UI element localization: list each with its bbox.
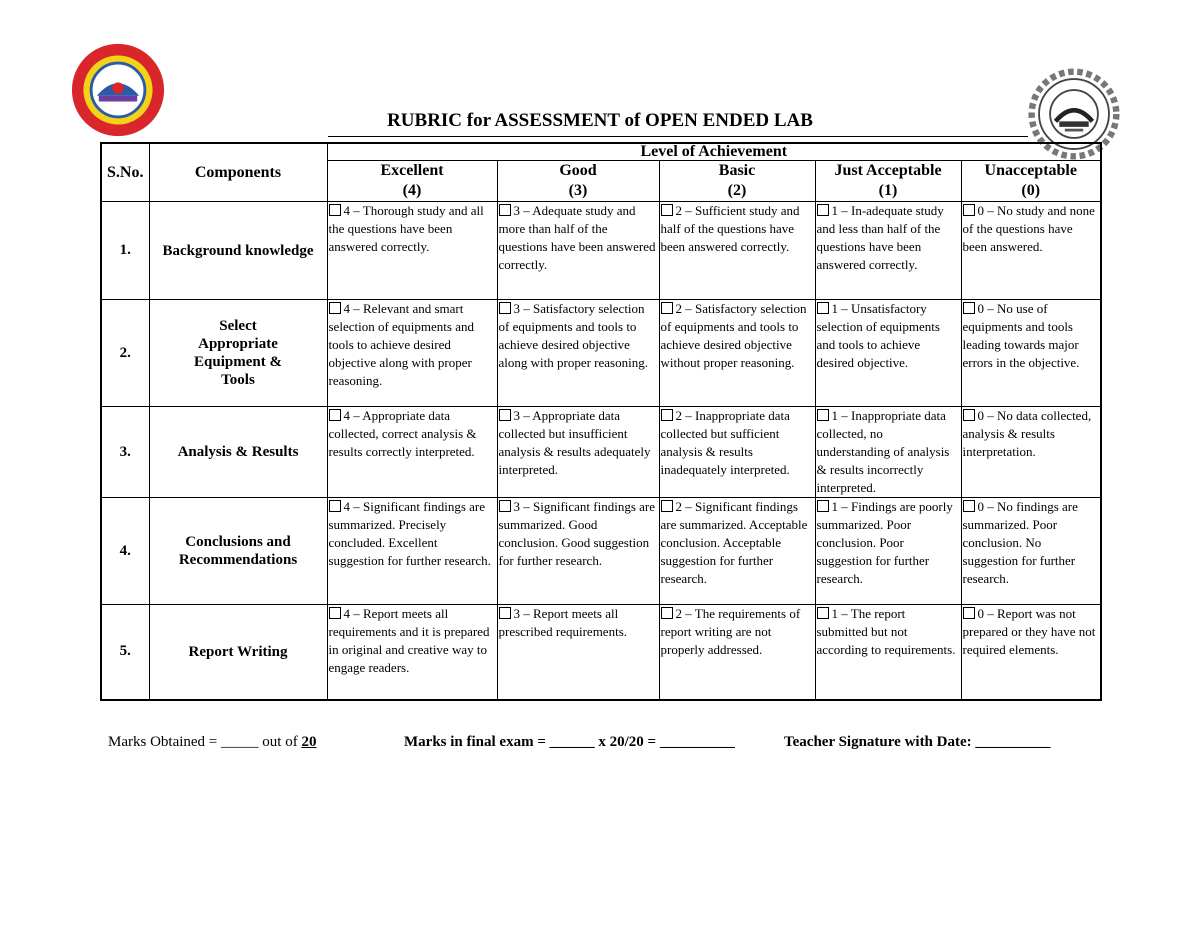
row-sno: 1. (101, 202, 149, 300)
checkbox-icon[interactable] (499, 302, 511, 314)
header-level-of-achievement: Level of Achievement (327, 143, 1101, 161)
teacher-signature: Teacher Signature with Date: __________ (784, 734, 1051, 750)
checkbox-icon[interactable] (817, 409, 829, 421)
checkbox-icon[interactable] (329, 204, 341, 216)
row-sno: 4. (101, 498, 149, 605)
rubric-cell: 0 – No findings are summarized. Poor conclusion. No suggestion for further research. (961, 498, 1101, 605)
checkbox-icon[interactable] (817, 500, 829, 512)
row-sno: 5. (101, 605, 149, 700)
checkbox-icon[interactable] (329, 607, 341, 619)
rubric-cell: 3 – Adequate study and more than half of the questions have been answered correctly. (497, 202, 659, 300)
rubric-cell: 2 – Significant findings are summarized. Acceptable conclusion. Acceptable suggestion for further research. (659, 498, 815, 605)
marks-obtained: Marks Obtained = _____ out of 20 (108, 734, 317, 750)
checkbox-icon[interactable] (963, 302, 975, 314)
final-exam-marks: Marks in final exam = ______ x 20/20 = __________ (404, 734, 735, 750)
checkbox-icon[interactable] (499, 204, 511, 216)
row-component: Select Appropriate Equipment & Tools (149, 300, 327, 407)
checkbox-icon[interactable] (963, 500, 975, 512)
row-component: Conclusions and Recommendations (149, 498, 327, 605)
checkbox-icon[interactable] (661, 204, 673, 216)
title-underline (328, 136, 1028, 137)
table-row (101, 498, 1101, 605)
rubric-cell: 4 – Appropriate data collected, correct analysis & results correctly interpreted. (327, 407, 497, 498)
rubric-cell: 3 – Satisfactory selection of equipments and tools to achieve desired objective along with proper reasoning. (497, 300, 659, 407)
rubric-cell: 2 – Inappropriate data collected but sufficient analysis & results inadequately interpreted. (659, 407, 815, 498)
checkbox-icon[interactable] (963, 204, 975, 216)
table-row (101, 202, 1101, 300)
checkbox-icon[interactable] (963, 409, 975, 421)
row-component: Background knowledge (149, 202, 327, 300)
rubric-cell: 2 – Sufficient study and half of the questions have been answered correctly. (659, 202, 815, 300)
rubric-cell: 0 – No data collected, analysis & results interpretation. (961, 407, 1101, 498)
checkbox-icon[interactable] (661, 302, 673, 314)
checkbox-icon[interactable] (661, 500, 673, 512)
rubric-cell: 3 – Report meets all prescribed requirements. (497, 605, 659, 700)
header-level-just-acceptable: Just Acceptable (1) (815, 161, 961, 202)
checkbox-icon[interactable] (963, 607, 975, 619)
row-component: Analysis & Results (149, 407, 327, 498)
rubric-cell: 4 – Thorough study and all the questions have been answered correctly. (327, 202, 497, 300)
page-title: RUBRIC for ASSESSMENT of OPEN ENDED LAB (387, 110, 813, 131)
rubric-cell: 2 – Satisfactory selection of equipments and tools to achieve desired objective without proper reasoning. (659, 300, 815, 407)
checkbox-icon[interactable] (661, 409, 673, 421)
department-logo (70, 42, 166, 138)
rubric-cell: 1 – Findings are poorly summarized. Poor conclusion. Poor suggestion for further research. (815, 498, 961, 605)
rubric-cell: 0 – No study and none of the questions have been answered. (961, 202, 1101, 300)
rubric-cell: 1 – Unsatisfactory selection of equipments and tools to achieve desired objective. (815, 300, 961, 407)
checkbox-icon[interactable] (817, 302, 829, 314)
row-sno: 3. (101, 407, 149, 498)
checkbox-icon[interactable] (329, 409, 341, 421)
header-level-good: Good (3) (497, 161, 659, 202)
header-level-excellent: Excellent (4) (327, 161, 497, 202)
rubric-cell: 2 – The requirements of report writing are not properly addressed. (659, 605, 815, 700)
rubric-table (100, 142, 1102, 701)
header-level-unacceptable: Unacceptable (0) (961, 161, 1101, 202)
checkbox-icon[interactable] (499, 607, 511, 619)
rubric-cell: 1 – The report submitted but not according to requirements. (815, 605, 961, 700)
checkbox-icon[interactable] (499, 409, 511, 421)
checkbox-icon[interactable] (817, 607, 829, 619)
rubric-cell: 3 – Appropriate data collected but insufficient analysis & results adequately interpreted. (497, 407, 659, 498)
row-sno: 2. (101, 300, 149, 407)
checkbox-icon[interactable] (499, 500, 511, 512)
marks-total: 20 (301, 734, 317, 750)
checkbox-icon[interactable] (329, 302, 341, 314)
rubric-cell: 1 – In-adequate study and less than half of the questions have been answered correctly. (815, 202, 961, 300)
table-row (101, 300, 1101, 407)
rubric-cell: 0 – Report was not prepared or they have not required elements. (961, 605, 1101, 700)
checkbox-icon[interactable] (661, 607, 673, 619)
rubric-cell: 0 – No use of equipments and tools leading towards major errors in the objective. (961, 300, 1101, 407)
checkbox-icon[interactable] (329, 500, 341, 512)
row-component: Report Writing (149, 605, 327, 700)
header-components: Components (149, 143, 327, 202)
rubric-cell: 4 – Relevant and smart selection of equipments and tools to achieve desired objective along with proper reasoning. (327, 300, 497, 407)
checkbox-icon[interactable] (817, 204, 829, 216)
table-row (101, 407, 1101, 498)
table-row (101, 605, 1101, 700)
rubric-cell: 4 – Report meets all requirements and it is prepared in original and creative way to engage readers. (327, 605, 497, 700)
rubric-cell: 1 – Inappropriate data collected, no understanding of analysis & results incorrectly interpreted. (815, 407, 961, 498)
rubric-cell: 3 – Significant findings are summarized. Good conclusion. Good suggestion for further research. (497, 498, 659, 605)
header-sno: S.No. (101, 143, 149, 202)
rubric-cell: 4 – Significant findings are summarized. Precisely concluded. Excellent suggestion for further research. (327, 498, 497, 605)
header-level-basic: Basic (2) (659, 161, 815, 202)
